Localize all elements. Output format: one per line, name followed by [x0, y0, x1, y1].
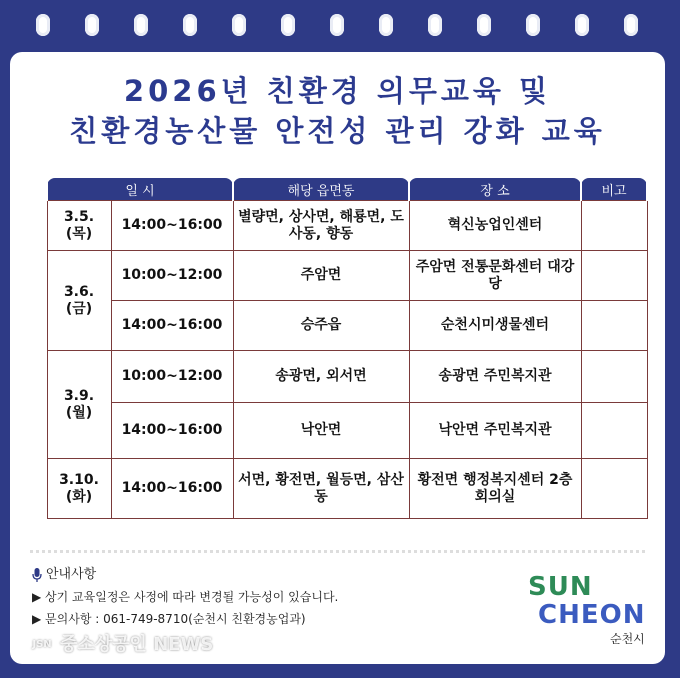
note-cell	[581, 403, 647, 459]
binder-ring	[526, 14, 540, 36]
schedule-table	[46, 178, 648, 519]
place-cell: 순천시미생물센터	[409, 301, 581, 351]
place-cell: 송광면 주민복지관	[409, 351, 581, 403]
note-cell	[581, 351, 647, 403]
note-cell	[581, 201, 647, 251]
binder-ring	[379, 14, 393, 36]
news-watermark	[28, 630, 213, 659]
place-cell: 황전면 행정복지센터 2층 회의실	[409, 459, 581, 519]
guide-heading-text: 안내사항	[46, 567, 97, 582]
title-line-2: 친환경농산물 안전성 관리 강화 교육	[69, 114, 606, 148]
area-cell: 주암면	[233, 251, 409, 301]
guide-section	[32, 564, 338, 630]
time-cell: 10:00~12:00	[111, 351, 233, 403]
logo-text-top: SUN	[528, 572, 593, 602]
binder-ring	[330, 14, 344, 36]
time-cell: 14:00~16:00	[111, 403, 233, 459]
time-cell: 14:00~16:00	[111, 301, 233, 351]
note-cell	[581, 251, 647, 301]
place-cell: 낙안면 주민복지관	[409, 403, 581, 459]
table-row	[47, 403, 647, 459]
date-cell: 3.5. (목)	[47, 201, 111, 251]
notice-card	[10, 52, 665, 664]
header-note: 비고	[581, 178, 647, 201]
watermark-badge: JSN	[28, 631, 56, 659]
logo-text-bottom: CHEON	[538, 600, 646, 630]
time-cell: 14:00~16:00	[111, 459, 233, 519]
binder-ring	[183, 14, 197, 36]
note-cell	[581, 459, 647, 519]
title-line-1: 2026년 친환경 의무교육 및	[123, 74, 552, 108]
guide-heading	[32, 564, 338, 586]
binder-ring	[575, 14, 589, 36]
table-row	[47, 301, 647, 351]
logo-city: 순천시	[610, 632, 645, 646]
dotted-divider	[30, 550, 645, 553]
suncheon-logo	[522, 568, 652, 648]
binder-ring	[281, 14, 295, 36]
guide-note-1: ▶ 상기 교육일정은 사정에 따라 변경될 가능성이 있습니다.	[32, 590, 339, 604]
binder-ring	[428, 14, 442, 36]
note-cell	[581, 301, 647, 351]
binder-ring	[36, 14, 50, 36]
place-cell: 혁신농업인센터	[409, 201, 581, 251]
binder-ring	[134, 14, 148, 36]
time-cell: 10:00~12:00	[111, 251, 233, 301]
area-cell: 송광면, 외서면	[233, 351, 409, 403]
header-area: 해당 읍면동	[233, 178, 409, 201]
binder-ring	[624, 14, 638, 36]
time-cell: 14:00~16:00	[111, 201, 233, 251]
table-row	[47, 201, 647, 251]
microphone-icon	[32, 568, 42, 582]
table-row	[47, 251, 647, 301]
table-row	[47, 351, 647, 403]
area-cell: 낙안면	[233, 403, 409, 459]
area-cell: 별량면, 상사면, 해룡면, 도사동, 향동	[233, 201, 409, 251]
binder-ring	[232, 14, 246, 36]
watermark-text: 중소상공인 NEWS	[60, 634, 214, 655]
table-row	[47, 459, 647, 519]
date-cell: 3.9. (월)	[47, 351, 111, 459]
area-cell: 승주읍	[233, 301, 409, 351]
calendar-rings	[0, 0, 680, 50]
area-cell: 서면, 황전면, 월등면, 삼산동	[233, 459, 409, 519]
binder-ring	[85, 14, 99, 36]
date-cell: 3.6. (금)	[47, 251, 111, 351]
table-header-row	[47, 178, 647, 201]
guide-note-2: ▶ 문의사항 : 061-749-8710(순천시 친환경농업과)	[32, 612, 306, 626]
place-cell: 주암면 전통문화센터 대강당	[409, 251, 581, 301]
header-datetime: 일 시	[47, 178, 233, 201]
header-place: 장 소	[409, 178, 581, 201]
date-cell: 3.10. (화)	[47, 459, 111, 519]
binder-ring	[477, 14, 491, 36]
